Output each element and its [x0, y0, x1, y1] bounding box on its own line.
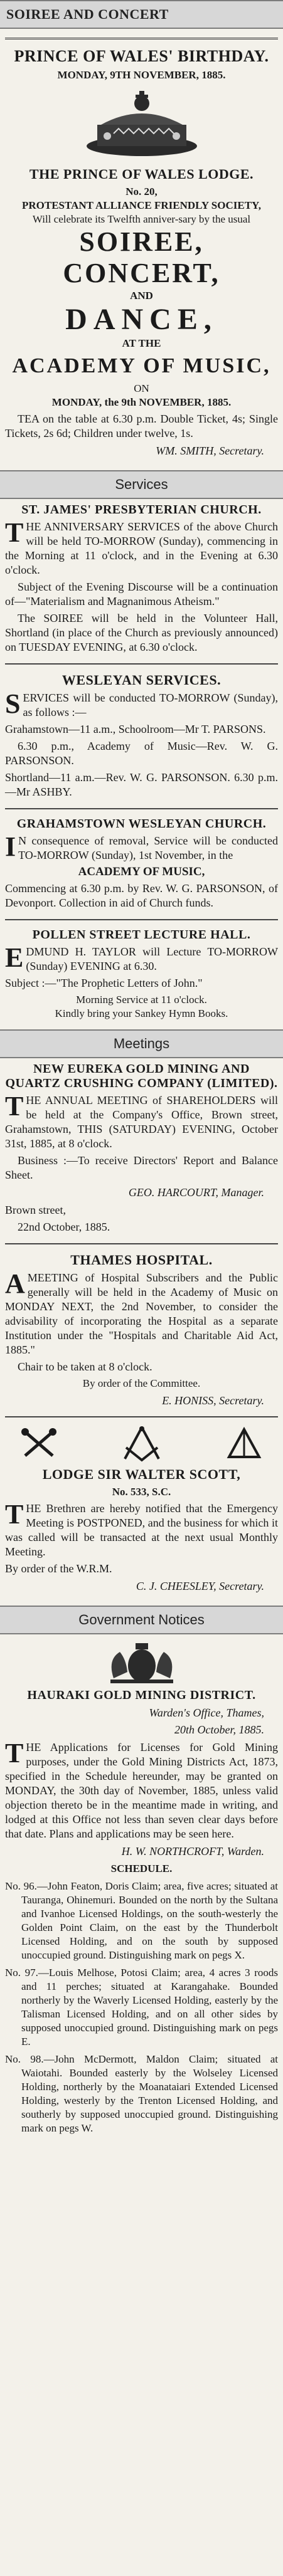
hospital-p1: AMEETING of Hospital Subscribers and the Public generally will be held in the Academy of Music on MONDAY NEXT, the 2nd November, to consider the advisability of incorporating the Hospital as a separate Institution under the "Hospitals and Charitable Aid Act, 1885." — [5, 1268, 278, 1356]
hauraki-office: Warden's Office, Thames, — [149, 1706, 264, 1719]
lodge-title: THE PRINCE OF WALES LODGE. — [29, 166, 254, 182]
soiree-big-heading: SOIREE, CONCERT, — [63, 226, 220, 288]
hauraki-title: HAURAKI GOLD MINING DISTRICT. — [27, 1688, 256, 1702]
soiree-secretary: WM. SMITH, Secretary. — [156, 444, 264, 457]
eureka-signature: GEO. HARCOURT, Manager. — [128, 1186, 264, 1199]
pollen-p2: Subject :—"The Prophetic Letters of John." — [5, 977, 203, 989]
divider — [5, 1416, 278, 1417]
lodge-scott-no: No. 533, S.C. — [112, 1486, 171, 1498]
section-header-services: Services — [0, 470, 283, 499]
crossed-keys-icon — [20, 1427, 58, 1461]
grahamstown-p2: ACADEMY OF MUSIC, — [78, 865, 205, 878]
square-and-compass-icon — [120, 1425, 164, 1463]
section-header-soiree: SOIREE AND CONCERT — [0, 0, 283, 29]
eureka-p3: Brown street, — [5, 1204, 66, 1216]
at-the-text: AT THE — [122, 337, 161, 349]
wesleyan-p1: SERVICES will be conducted TO-MORROW (Sunday), as follows :— — [5, 688, 278, 719]
divider — [5, 663, 278, 665]
tea-text: TEA on the table at 6.30 p.m. Double Ticket, 4s; Single Tickets, 2s 6d; Children under twelve, 1s. — [5, 413, 278, 439]
academy-heading: ACADEMY OF MUSIC, — [12, 354, 271, 377]
on-text: ON — [134, 382, 149, 394]
grahamstown-title: GRAHAMSTOWN WESLEYAN CHURCH. — [16, 817, 267, 831]
lodge-scott-p1: THE Brethren are hereby notified that the Emergency Meeting is POSTPONED, and the business for which it was called will be transacted at the next usual Monthly Meeting. — [5, 1499, 278, 1558]
soiree-date: MONDAY, 9TH NOVEMBER, 1885. — [57, 69, 226, 81]
masonic-emblems — [5, 1425, 278, 1463]
hauraki-p1: THE Applications for Licenses for Gold Mining purposes, under the Gold Mining Districts Act, 1873, specified in the Schedule hereunder, may be granted on MONDAY, the 30th day of November, 1885, unless valid objection thereto be in the meantime made in writing, and lodged at this Office not less than seven clear days before that date. Plans and applications may be seen here. — [5, 1738, 278, 1840]
dance-heading: DANCE, — [65, 303, 218, 336]
hospital-signature: E. HONISS, Secretary. — [162, 1394, 264, 1407]
schedule-item-98: No. 98.—John McDermott, Maldon Claim; situated at Waiotahi. Bounded easterly by the Wolseley Licensed Holding, northerly by the Moanataiari Extended Licensed Holding, westerly by the Trenton Licensed Holding, and southerly by supposed unoccupied ground. Distinguishing mark on pegs W. — [5, 2053, 278, 2134]
level-tool-icon — [225, 1427, 263, 1461]
lodge-scott-signature: C. J. CHEESLEY, Secretary. — [136, 1580, 264, 1592]
eureka-p4: 22nd October, 1885. — [18, 1221, 110, 1233]
society-name: PROTESTANT ALLIANCE FRIENDLY SOCIETY, — [21, 199, 262, 211]
wesleyan-p2: Grahamstown—11 a.m., Schoolroom—Mr T. PARSONS. — [5, 723, 266, 735]
prince-of-wales-crest-icon — [82, 88, 201, 162]
schedule-item-97: No. 97.—Louis Melhose, Potosi Claim; area, 4 acres 3 roods and 11 perches; situated at Karangahake. Bounded northerly by the Waverly Licensed Holding, easterly by the Talisman Licensed Holding, and on all other sides by supposed unoccupied ground. Distinguishing mark on pegs E. — [5, 1967, 278, 2048]
schedule-heading: SCHEDULE. — [110, 1863, 173, 1874]
soiree-monday: MONDAY, the 9th NOVEMBER, 1885. — [51, 396, 232, 408]
hospital-p3: By order of the Committee. — [82, 1377, 201, 1389]
hospital-title: THAMES HOSPITAL. — [70, 1252, 213, 1268]
hospital-p2: Chair to be taken at 8 o'clock. — [18, 1360, 152, 1373]
divider — [5, 1243, 278, 1244]
schedule-item-96: No. 96.—John Featon, Doris Claim; area, five acres; situated at Tauranga, Ohinemuri. Bounded on the north by the Sultana and Ivanhoe Licensed Holdings, on the south-westerly the Golden Point Claim, on the east by the Thunderbolt Licensed Holding, and on the south by supposed unoccupied ground. Distinguishing mark on pegs X. — [5, 1880, 278, 1961]
grahamstown-p1: IN consequence of removal, Service will be conducted TO-MORROW (Sunday), 1st November, in the — [5, 831, 278, 862]
divider — [5, 919, 278, 920]
eureka-p2: Business :—To receive Directors' Report and Balance Sheet. — [5, 1154, 278, 1181]
wesleyan-title: WESLEYAN SERVICES. — [61, 672, 222, 688]
soiree-title: PRINCE OF WALES' BIRTHDAY. — [14, 47, 269, 65]
lodge-number: No. 20, — [125, 186, 158, 197]
st-james-p1: THE ANNIVERSARY SERVICES of the above Church will be held TO-MORROW (Sunday), commencing in the Morning at 11 o'clock, and in the Evening at 6.30 o'clock. — [5, 517, 278, 576]
wesleyan-p3: 6.30 p.m., Academy of Music—Rev. W. G. PARSONSON. — [5, 740, 278, 767]
pollen-p1: EDMUND H. TAYLOR will Lecture TO-MORROW (Sunday) EVENING at 6.30. — [5, 942, 278, 973]
royal-coat-of-arms-icon — [101, 1641, 183, 1685]
st-james-title: ST. JAMES' PRESBYTERIAN CHURCH. — [21, 503, 262, 517]
grahamstown-p3: Commencing at 6.30 p.m. by Rev. W. G. PARSONSON, of Devonport. Collection in aid of Church funds. — [5, 882, 278, 909]
hauraki-signature: H. W. NORTHCROFT, Warden. — [121, 1845, 264, 1858]
divider — [5, 808, 278, 809]
wesleyan-p4: Shortland—11 a.m.—Rev. W. G. PARSONSON. 6.30 p.m.—Mr ASHBY. — [5, 771, 278, 798]
lodge-scott-p2: By order of the W.R.M. — [5, 1562, 112, 1575]
pollen-p3: Morning Service at 11 o'clock. — [76, 994, 207, 1006]
st-james-p3: The SOIREE will be held in the Volunteer Hall, Shortland (in place of the Church as previously announced) on TUESDAY EVENING, at 6.30 o'clock. — [5, 612, 278, 653]
celebrate-text: Will celebrate its Twelfth anniver-sary by the usual — [32, 213, 251, 225]
section-header-government: Government Notices — [0, 1606, 283, 1634]
hauraki-date: 20th October, 1885. — [174, 1723, 264, 1736]
pollen-title: POLLEN STREET LECTURE HALL. — [32, 928, 251, 942]
section-header-meetings: Meetings — [0, 1029, 283, 1058]
lodge-scott-title: LODGE SIR WALTER SCOTT, — [42, 1466, 241, 1482]
eureka-title: NEW EUREKA GOLD MINING AND QUARTZ CRUSHING COMPANY (LIMITED). — [5, 1062, 278, 1090]
divider — [5, 38, 278, 39]
st-james-p2: Subject of the Evening Discourse will be a continuation of—"Materialism and Magnanimous Atheism." — [5, 581, 278, 607]
and-text: AND — [130, 290, 153, 302]
eureka-p1: THE ANNUAL MEETING of SHAREHOLDERS will be held at the Company's Office, Brown street, Grahamstown, THIS (SATURDAY) EVENING, October 31st, 1885, at 8 o'clock. — [5, 1091, 278, 1150]
pollen-p4: Kindly bring your Sankey Hymn Books. — [55, 1007, 228, 1019]
